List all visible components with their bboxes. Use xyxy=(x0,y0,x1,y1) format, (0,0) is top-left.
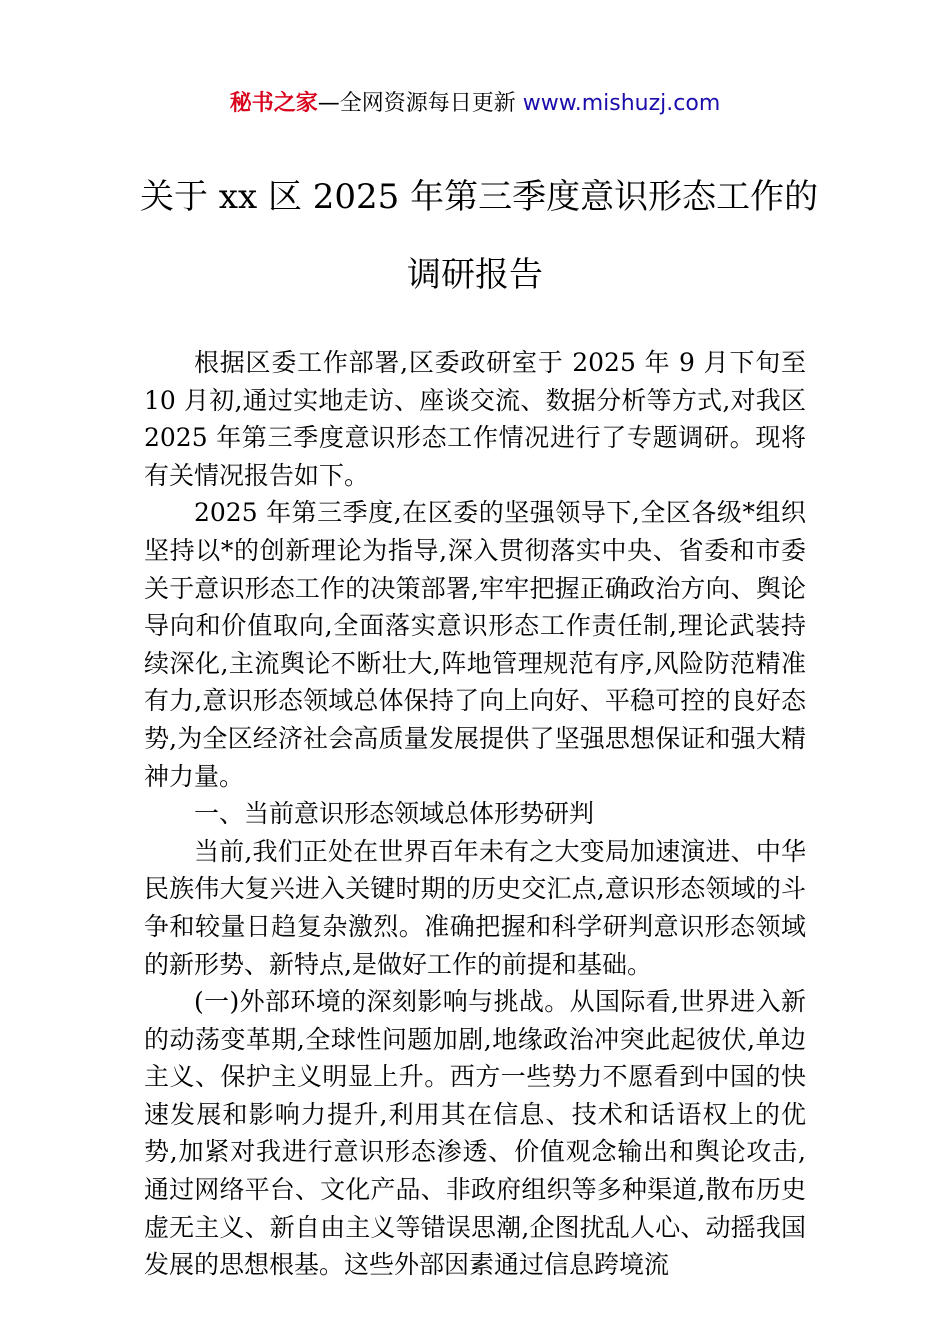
section-heading-1: 一、当前意识形态领域总体形势研判 xyxy=(194,799,595,829)
paragraph-situation: 当前,我们正处在世界百年未有之大变局加速演进、中华民族伟大复兴进入关键时期的历史交汇点,意识形态领域的斗争和较量日趋复杂激烈。准确把握和科学研判意识形态领域的新形势、新特点,是做好工作的前提和基础。 xyxy=(144,836,806,979)
site-tagline: —全网资源每日更新 xyxy=(317,91,523,116)
paragraph-external: (一)外部环境的深刻影响与挑战。从国际看,世界进入新的动荡变革期,全球性问题加剧,地缘政治冲突此起彼伏,单边主义、保护主义明显上升。西方一些势力不愿看到中国的快速发展和影响力提升,利用其在信息、技术和话语权上的优势,加紧对我进行意识形态渗透、价值观念输出和舆论攻击,通过网络平台、文化产品、非政府组织等多种渠道,散布历史虚无主义、新自由主义等错误思潮,企图扰乱人心、动摇我国发展的思想根基。这些外部因素通过信息跨境流 xyxy=(144,987,806,1280)
site-url-link[interactable]: www.mishuzj.com xyxy=(522,91,721,116)
title-line-1: 关于 xx 区 2025 年第三季度意识形态工作的 xyxy=(140,177,819,217)
document-body xyxy=(144,344,806,1284)
document-title xyxy=(140,158,819,314)
site-banner xyxy=(0,88,950,120)
paragraph-overview: 2025 年第三季度,在区委的坚强领导下,全区各级*组织坚持以*的创新理论为指导,深入贯彻落实中央、省委和市委关于意识形态工作的决策部署,牢牢把握正确政治方向、舆论导向和价值取向,全面落实意识形态工作责任制,理论武装持续深化,主流舆论不断壮大,阵地管理规范有序,风险防范精准有力,意识形态领域总体保持了向上向好、平稳可控的良好态势,为全区经济社会高质量发展提供了坚强思想保证和强大精神力量。 xyxy=(144,498,806,791)
paragraph-intro: 根据区委工作部署,区委政研室于 2025 年 9 月下旬至 10 月初,通过实地走访、座谈交流、数据分析等方式,对我区 2025 年第三季度意识形态工作情况进行了专题调研。现将有关情况报告如下。 xyxy=(144,348,806,490)
title-line-2: 调研报告 xyxy=(407,255,543,295)
site-brand: 秘书之家 xyxy=(229,91,318,116)
